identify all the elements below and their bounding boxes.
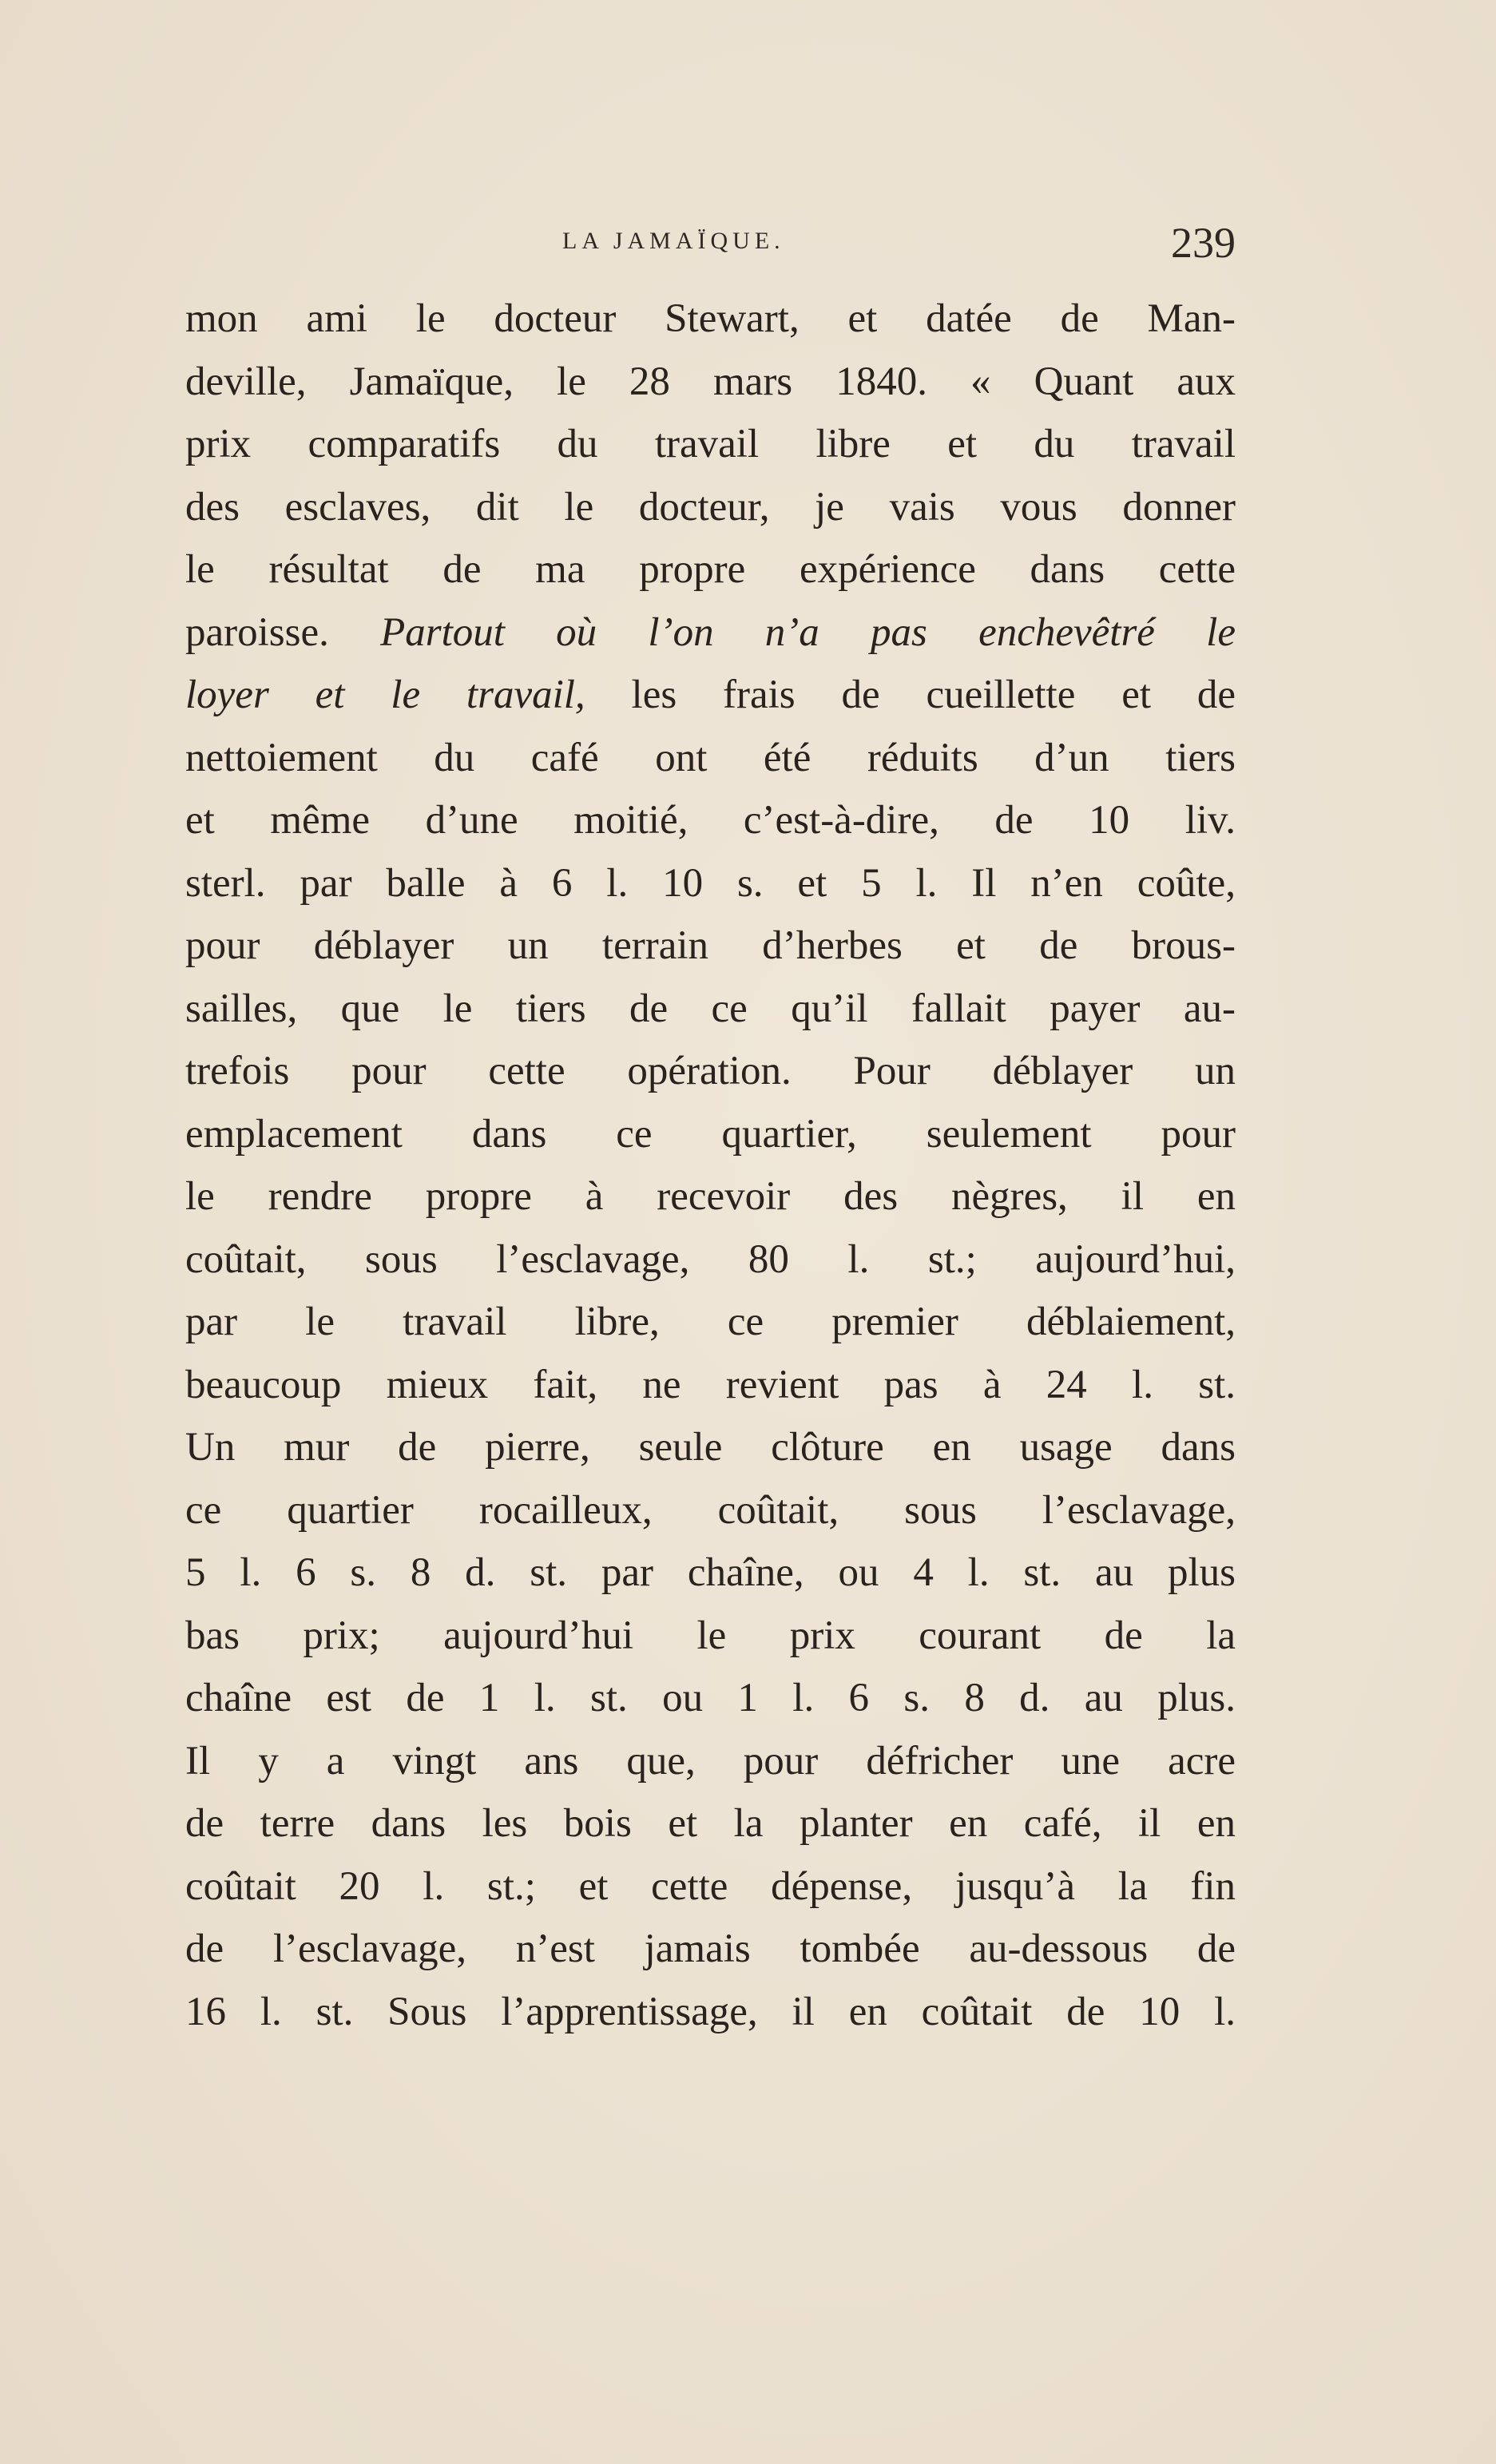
line-text: bas prix; aujourd’hui le prix courant de la (185, 1613, 1236, 1658)
text-line (185, 351, 1236, 414)
text-line (185, 1479, 1236, 1542)
text-line (185, 978, 1236, 1041)
text-line (185, 1855, 1236, 1918)
text-line (185, 601, 1236, 665)
text-line (185, 1918, 1236, 1981)
text-line (185, 1165, 1236, 1228)
line-text: le résultat de ma propre expérience dans cette (185, 547, 1236, 592)
text-line (185, 476, 1236, 539)
text-line (185, 1605, 1236, 1668)
text-line (185, 915, 1236, 978)
line-text: trefois pour cette opération. Pour déblayer un (185, 1049, 1236, 1093)
italic-text: Partout où l’on n’a pas enchevêtré le (380, 609, 1236, 655)
line-text: le rendre propre à recevoir des nègres, il en (185, 1174, 1236, 1219)
line-text: mon ami le docteur Stewart, et datée de Man- (185, 296, 1236, 341)
line-text: et même d’une moitié, c’est-à-dire, de 10 liv. (185, 798, 1236, 843)
italic-text: loyer et le travail, (185, 673, 585, 717)
text-line (185, 1291, 1236, 1354)
line-text: deville, Jamaïque, le 28 mars 1840. « Quant aux (185, 359, 1236, 404)
line-text: par le travail libre, ce premier déblaiement, (185, 1299, 1236, 1344)
text-line (185, 1730, 1236, 1793)
line-text: beaucoup mieux fait, ne revient pas à 24 l. st. (185, 1362, 1236, 1407)
text-line (185, 664, 1236, 727)
page-number: 239 (1171, 219, 1236, 267)
line-text: 5 l. 6 s. 8 d. st. par chaîne, ou 4 l. st. au plus (185, 1550, 1236, 1595)
text-line (185, 852, 1236, 915)
line-text: 16 l. st. Sous l’apprentissage, il en coûtait de 10 l. (185, 1989, 1236, 2034)
text-line (185, 1040, 1236, 1103)
text-line (185, 1541, 1236, 1605)
line-text: sailles, que le tiers de ce qu’il fallait payer au- (185, 986, 1236, 1031)
line-text: Un mur de pierre, seule clôture en usage dans (185, 1425, 1236, 1470)
line-text: prix comparatifs du travail libre et du travail (185, 422, 1236, 466)
line-text: de l’esclavage, n’est jamais tombée au-dessous de (185, 1926, 1236, 1971)
text-line (185, 1792, 1236, 1855)
line-text: les frais de cueillette et de (585, 673, 1236, 717)
line-text: nettoiement du café ont été réduits d’un tiers (185, 735, 1236, 780)
line-text: des esclaves, dit le docteur, je vais vous donner (185, 484, 1236, 530)
running-title: LA JAMAÏQUE. (562, 228, 785, 254)
text-line (185, 288, 1236, 351)
text-line (185, 1981, 1236, 2044)
line-text: coûtait 20 l. st.; et cette dépense, jusqu’à la fin (185, 1863, 1236, 1909)
line-text: sterl. par balle à 6 l. 10 s. et 5 l. Il n’en coûte, (185, 860, 1236, 906)
line-text: pour déblayer un terrain d’herbes et de brous- (185, 923, 1236, 968)
running-head (185, 219, 1236, 276)
line-text: emplacement dans ce quartier, seulement pour (185, 1111, 1236, 1157)
text-line (185, 1354, 1236, 1417)
text-line (185, 789, 1236, 852)
text-line (185, 1103, 1236, 1166)
body-text (185, 288, 1236, 2043)
line-text: de terre dans les bois et la planter en café, il en (185, 1801, 1236, 1846)
line-text: coûtait, sous l’esclavage, 80 l. st.; aujourd’hui, (185, 1236, 1236, 1282)
text-line (185, 1228, 1236, 1292)
line-text: Il y a vingt ans que, pour défricher une acre (185, 1738, 1236, 1784)
line-text: chaîne est de 1 l. st. ou 1 l. 6 s. 8 d. au plus. (185, 1676, 1236, 1720)
text-line (185, 1416, 1236, 1479)
line-text: ce quartier rocailleux, coûtait, sous l’esclavage, (185, 1487, 1236, 1533)
text-line (185, 538, 1236, 601)
text-line (185, 1667, 1236, 1730)
text-line (185, 727, 1236, 790)
line-text: paroisse. (185, 609, 381, 655)
text-line (185, 413, 1236, 476)
